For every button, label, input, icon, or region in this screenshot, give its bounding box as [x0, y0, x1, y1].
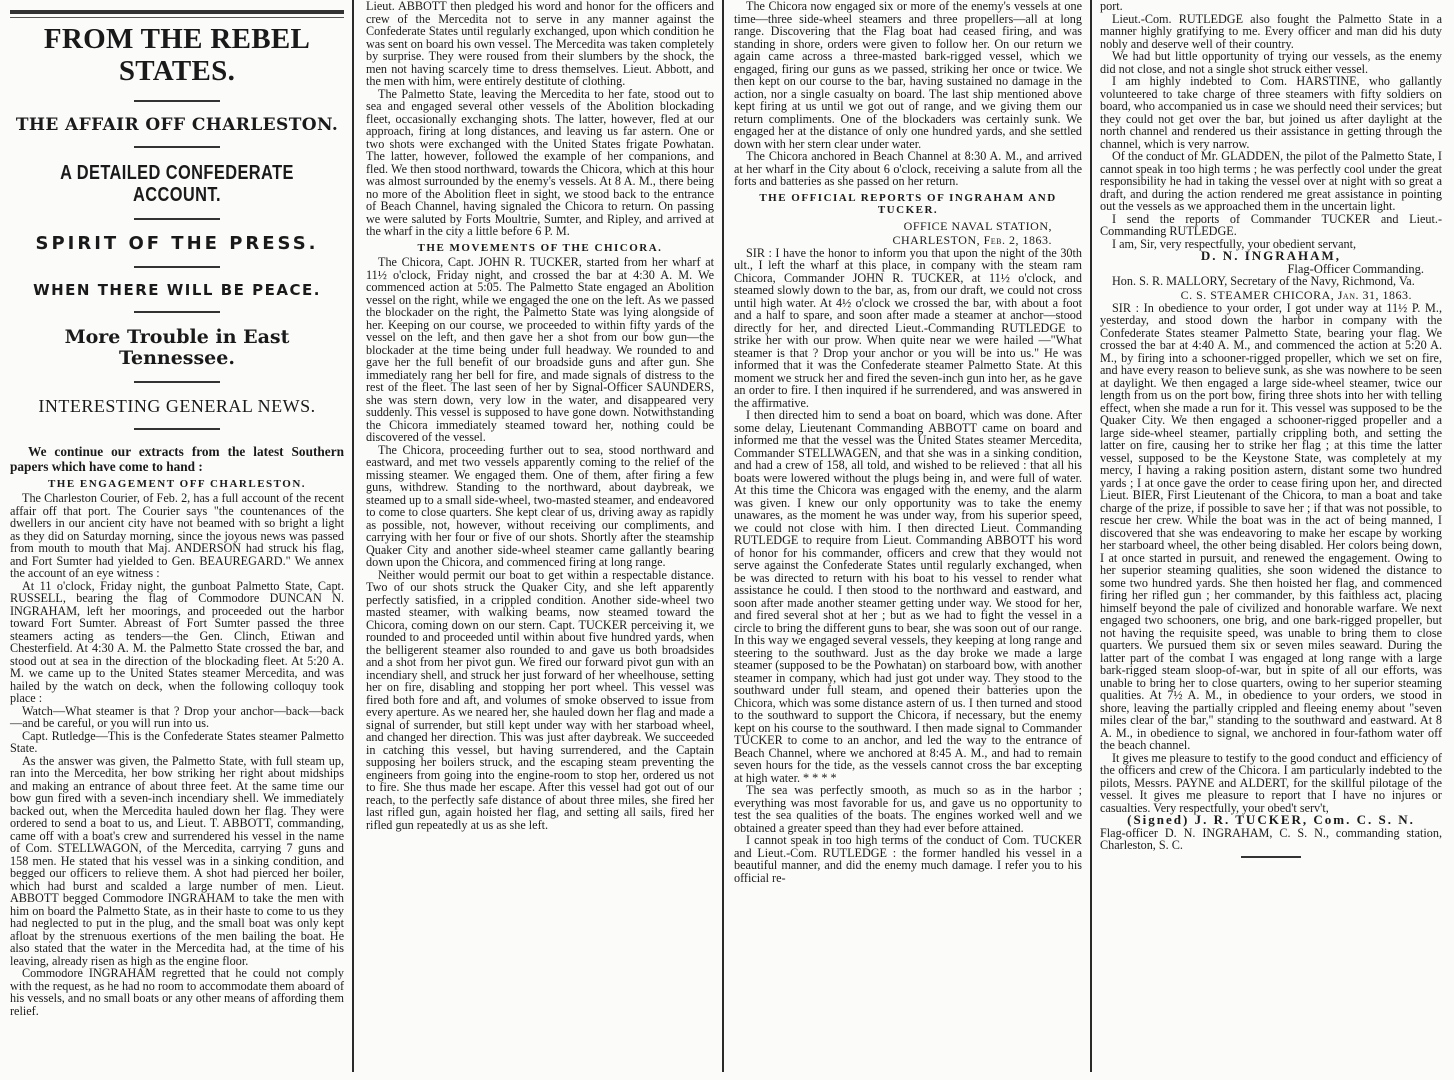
column-2	[352, 0, 722, 1072]
signature-ingraham: D. N. INGRAHAM,	[1200, 248, 1342, 263]
divider	[134, 146, 220, 148]
paragraph: Neither would permit our boat to get within a respectable distance. Two of our shots struck the Quaker City, and she left apparently perfectly satisfied, in a crippled condition. Another side-wheel two masted steamer, with walking beams, now steamed toward the Chicora, coming down on our stern. Capt. TUCKER perceiving it, we rounded to and proceeded until within about five hundred yards, when the belligerent steamer also rounded to and gave us both broadsides and a shot from her pivot gun. We fired our forward pivot gun with an incendiary shell, and struck her just forward of her wheelhouse, setting her on fire, disabling and stopping her port wheel. This vessel was fired both fore and aft, and volumes of smoke observed to issue from every aperture. As we neared her, she hauled down her flag and made a signal of surrender, but still kept under way with her starboad wheel, and changed her direction. This was just after daybreak. We succeeded in catching this vessel, but having surrendered, and the Captain supposing her boilers struck, and the escaping steam preventing the engineers from going into the engine-room to stop her, ordered us not to fire. She thus made her escape. After this vessel had got out of our reach, to the perfectly safe distance of about three miles, she fired her last rifled gun, again hoisted her flag, and setting all sails, fired her rifled gun repeatedly at us as she left.	[366, 567, 714, 832]
column-4	[1090, 0, 1454, 1072]
paragraph: As the answer was given, the Palmetto State, with full steam up, ran into the Mercedita, her bow striking her right about midships and making an entrance of about three feet. At the same time our bow gun fired with a seven-inch incendiary shell. We immediately backed out, when the Mercedita hauled down her flag. They were ordered to send a boat to us, and Lieut. T. ABBOTT, commanding, came off with a boat's crew and surrendered his vessel in the name of Com. STELLWAGON, of the Mercedita, carrying 7 guns and 158 men. He stated that his vessel was in a sinking condition, and begged our officers to relieve them. A shot had pierced her boiler, which had burst and scalded a large number of men. Lieut. ABBOTT begged Commodore INGRAHAM to take the men with him on board the Palmetto State, as in their haste to come to us they had neglected to put in the plug, and the small boat was only kept afloat by the strenuous exertions of the men bailing the boat. He also stated that the water in the Mercedita had, at the time of his leaving, already risen as high as the engine floor.	[10, 753, 344, 968]
paragraph: Lieut. ABBOTT then pledged his word and honor for the officers and crew of the Mercedita not to serve in any manner against the Confederate States until regularly exchanged, upon which condition he was sent on board his own vessel. The Mercedita was taken completely by surprise. They were roused from their slumbers by the shock, the men not having scarcely time to dress themselves. Lieut. Abbott, and the men with him, were entirely destitute of clothing.	[366, 0, 714, 88]
paragraph: The Charleston Courier, of Feb. 2, has a full account of the recent affair off that port. The Courier says "the countenances of the dwellers in our ancient city have not beamed with so bright a light as they did on Saturday morning, since the joyous news was passed from mouth to mouth that Maj. ANDERSON had struck his flag, and Fort Sumter had yielded to Gen. BEAUREGARD." We annex the account of an eye witness :	[10, 491, 344, 581]
end-rule	[1241, 856, 1301, 858]
paragraph: The Palmetto State, leaving the Mercedita to her fate, stood out to sea and engaged several other vessels of the Abolition blockading fleet, occasionally exchanging shots. The latter, however, fled at our approach, firing at long distances, and leaving us far astern. One or two shots were exchanged with the United States frigate Powhatan. The latter, however, followed the example of her companions, and fled. We then stood northward, towards the Chicora, which at this hour was almost surrounded by the enemy's vessels. At 8 A. M., there being no more of the Abolition fleet in sight, we stood back to the entrance of Beach Channel, having signaled the Chicora to return. On passing we were saluted by Forts Moultrie, Sumter, and Ripley, and arrived at the wharf in the city a little before 6 P. M.	[366, 86, 714, 238]
paragraph: I am, Sir, very respectfully, your obedient servant,	[1112, 236, 1357, 251]
paragraph: SIR : In obedience to your order, I got under way at 11½ P. M., yesterday, and stood down the harbor in company with the Confederate States steamer Palmetto State, bearing your flag. We crossed the bar at 4:40 A. M., and commenced the action at 5:20 A. M., by firing into a schooner-rigged propeller, which we set on fire, and have every reason to believe sunk, as she was nowhere to be seen at daylight. We then engaged a large side-wheel steamer, twice our length from us on the port bow, firing three shots into her with telling effect, when she made a run for it. This vessel was supposed to be the Quaker City. We then engaged a schooner-rigged propeller and a large side-wheel steamer, partially crippling both, and setting the latter on fire, causing her to strike her flag ; at this time the latter vessel, supposed to be the Keystone State, was completely at my mercy, I having a raking position astern, distant some two hundred yards ; I at once gave the order to cease firing upon her, and directed Lieut. BIER, First Lieutenant of the Chicora, to man a boat and take charge of the prize, if possible to save her ; if that was not possible, to rescue her crew. While the boat was in the act of being manned, I discovered that she was endeavoring to make her escape by working her starboard wheel, the other being disabled. Her colors being down, I at once started in pursuit, and renewed the engagement. Owing to her superior steaming qualities, she soon widened the distance to some two hundred yards. She then hoisted her flag, and commenced firing her rifled gun ; her commander, by this faithless act, placing himself beyond the pale of civilized and honorable warfare. We next engaged two schooners, one brig, and one bark-rigged propeller, but not having the requisite speed, was unable to bring them to close quarters. We pursued them six or seven miles seaward. During the latter part of the combat I was engaged at long range with a large bark-rigged steam sloop-of-war, but in spite of all our efforts, was unable to bring her to close quarters, owing to her superior steaming qualities. At 7½ A. M., in obedience to your orders, we stood in shore, leaving the partially crippled and fleeing enemy about "seven miles clear of the bar," standing to the southward and eastward. At 8 A. M., in obedience to signal, we anchored in four-fathom water off the beach channel.	[1100, 300, 1442, 752]
top-rule-thin	[10, 17, 344, 18]
paragraph: The Chicora, Capt. JOHN R. TUCKER, started from her wharf at 11½ o'clock, Friday night, and crossed the bar at 4:30 A. M. We commenced action at 5:05. The Palmetto State engaged an Abolition vessel on the right, while we engaged the one on the left. As we passed the blockader on the right, the Palmetto State was lying alongside of her. Keeping on our course, we proceeded to within fifty yards of the vessel on the left, and then gave her a shot from our bow gun—the blockader at the time being under full headway. We rounded to and gave her the full benefit of our broadside guns and after gun. She immediately rang her bell for fire, and made signals of distress to the rest of the fleet. The last seen of her by Signal-Officer SAUNDERS, she was stern down, very low in the water, and disappeared very suddenly. This vessel is supposed to have gone down. Notwithstanding the Chicora immediately steamed toward her, nothing could be discovered of the vessel.	[366, 255, 714, 444]
paragraph: Commodore INGRAHAM regretted that he could not comply with the request, as he had no room to accommodate them aboard of his vessels, and no small boats or any other means of affording them relief.	[10, 966, 344, 1018]
addressee: Hon. S. R. MALLORY, Secretary of the Navy, Richmond, Va.	[1112, 274, 1415, 288]
paragraph: At 11 o'clock, Friday night, the gunboat Palmetto State, Capt. RUSSELL, bearing the flag of Commodore DUNCAN N. INGRAHAM, left her moorings, and proceeded out the harbor toward Fort Sumter. Abreast of Fort Sumter passed the three steamers acting as tenders—the Gen. Clinch, Etiwan and Chesterfield. At 4:30 A. M. the Palmetto State crossed the bar, and stood out at sea in the direction of the blockading fleet. At 5:20 A. M. we came up to the United States steamer Mercedita, and was hailed by the watch on deck, when the following colloquy took place :	[10, 578, 344, 706]
signature-tucker: (Signed) J. R. TUCKER, Com. C. S. N.	[1127, 812, 1415, 827]
main-headline: FROM THE REBEL STATES.	[43, 23, 311, 87]
divider	[134, 311, 220, 313]
paragraph: It gives me pleasure to testify to the good conduct and efficiency of the officers and crew of the Chicora. I am particularly indebted to the pilots, Messrs. PAYNE and ALDERT, for the skillful pilotage of the vessel. It gives me pleasure to report that I have no injures or casualties. Very respectfully, your obed't serv't,	[1100, 750, 1442, 815]
article-body-col1	[10, 492, 344, 1017]
paragraph: We had but little opportunity of trying our vessels, as the enemy did not close, and not a single shot struck either vessel.	[1100, 49, 1442, 76]
paragraph: I cannot speak in too high terms of the conduct of Com. TUCKER and Lieut.-Com. RUTLEDGE : the former handled his vessel in a beautiful manner, and did the enemy much damage. I refer you to his official re-	[734, 833, 1082, 885]
signature-title: Flag-Officer Commanding.	[1287, 261, 1424, 276]
article-body-col3	[734, 0, 1082, 884]
deck-headline-1: THE AFFAIR OFF CHARLESTON.	[15, 114, 339, 135]
article-body-col2	[366, 0, 714, 831]
dateline-line-2: CHARLESTON, Feb. 2, 1863.	[892, 232, 1052, 247]
paragraph: The Chicora, proceeding further out to sea, stood northward and eastward, and met two vessels apparently coming to the relief of the missing steamer. We engaged them. One of them, after firing a few guns, withdrew. Standing to the northward, about daybreak, we steamed up to a small side-wheel, two-masted steamer, and endeavored to come to close quarters. She kept clear of us, driving away as rapidly as possible, not, however, without receiving our compliments, and carrying with her four or five of our shots. Shortly after the steamship Quaker City and another side-wheel steamer came gallantly bearing down upon the Chicora, and commenced firing at long range.	[366, 442, 714, 569]
paragraph: I then directed him to send a boat on board, which was done. After some delay, Lieutenant Commanding ABBOTT came on board and informed me that the vessel was the United States steamer Mercedita, Commander STELLWAGEN, and that she was in a sinking condition, and had a crew of 158, all told, and wished to be relieved : that all his boats were lowered without the plugs being in, and were full of water. At this time the Chicora was engaged with the enemy, and the alarm was given. I knew our only opportunity was to take the enemy unawares, as the moment he was under way, from his superior speed, we could not close with him. I then directed Lieut. Commanding RUTLEDGE to require from Lieut. Commanding ABBOTT his word of honor for his commander, officers and crew that they would not serve against the Confederate States until regularly exchanged, when be was directed to return with his boat to his vessel to render what assistance he could. I then stood to the northward and eastward, and soon after made another steamer getting under way. We stood for her, and fired several shot at her ; but as we had to fight the vessel in a circle to bring the different guns to bear, she was soon out of our range. In this way we engaged several vessels, they keeping at long range and steering to the southward. Just as the day broke we made a large steamer (supposed to be the Powhatan) on starboard bow, with another steamer in company, which had just got under way. They stood to the southward under full steam, and opened their batteries upon the Chicora, which was some distance astern of us. I then turned and stood to the southward to support the Chicora, if necessary, but the enemy kept on his course to the southward. I then made signal to Commander TUCKER to come to an anchor, and led the way to the entrance of Beach Channel, where we anchored at 8:45 A. M., and had to remain seven hours for the tide, as the vessels cannot cross the bar excepting at high water. * * * *	[734, 408, 1082, 785]
column-3	[722, 0, 1090, 1072]
divider	[134, 100, 220, 102]
paragraph: I am highly indebted to Com. HARSTINE, who gallantly volunteered to take charge of three steamers with fifty soldiers on board, who accompanied us in case we should need their services; but they could not get over the bar, but joined us after daylight at the north channel and rendered us their assistance in getting through the channel, which is very narrow.	[1100, 74, 1442, 151]
paragraph: Capt. Rutledge—This is the Confederate States steamer Palmetto State.	[10, 728, 344, 756]
paragraph: Of the conduct of Mr. GLADDEN, the pilot of the Palmetto State, I cannot speak in too high terms ; he was perfectly cool under the great responsibility he had in taking the vessel over at night with so great a draft, and during the action rendered me great assistance in pointing out the vessels as we approached them in the uncertain light.	[1100, 149, 1442, 213]
section-title-chicora: THE MOVEMENTS OF THE CHICORA.	[417, 241, 663, 254]
deck-headline-3: SPIRIT OF THE PRESS.	[35, 233, 319, 255]
intro-paragraph: We continue our extracts from the latest Southern papers which have come to hand :	[10, 444, 344, 475]
article-body-col4	[1100, 0, 1442, 858]
paragraph: The Chicora anchored in Beach Channel at 8:30 A. M., and arrived at her wharf in the City about 6 o'clock, receiving a salute from all the forts and batteries as she passed on her return.	[734, 149, 1082, 188]
closing-address: Flag-officer D. N. INGRAHAM, C. S. N., commanding station, Charleston, S. C.	[1100, 825, 1442, 852]
column-1	[0, 0, 352, 1080]
dateline-chicora: C. S. STEAMER CHICORA, Jan. 31, 1863.	[1180, 287, 1412, 302]
divider	[134, 381, 220, 383]
section-title-engagement: THE ENGAGEMENT OFF CHARLESTON.	[47, 478, 307, 491]
paragraph: The Chicora now engaged six or more of the enemy's vessels at one time—three side-wheel steamers and three propellers—all at long range. Discovering that the Flag boat had ceased firing, and was standing in shore, orders were given to follow her. On our return we again came across a three-masted bark-rigged vessel, which we engaged, firing our guns as we passed, striking her once or twice. We then kept on our course to the bar, having sustained no damage in the action, nor a single casualty on board. The last ship mentioned above kept firing at us until we got out of range, and we giving them our return compliments. One of the blockaders was certainly sunk. We engaged her at the distance of only one hundred yards, and she settled down with her stern clear under water.	[734, 0, 1082, 151]
deck-headline-2: A DETAILED CONFEDERATE ACCOUNT.	[60, 162, 294, 207]
divider	[134, 428, 220, 430]
divider	[134, 266, 220, 268]
top-rule	[10, 10, 344, 14]
paragraph: The sea was perfectly smooth, as much so as in the harbor ; everything was most favorable for us, and gave us no opportunity to test the sea qualities of the boats. The engines worked well and we obtained a greater speed than they had ever before attained.	[734, 783, 1082, 835]
deck-headline-4: WHEN THERE WILL BE PEACE.	[33, 281, 321, 300]
paragraph: Watch—What steamer is that ? Drop your anchor—back—back—and be careful, or you will run into us.	[10, 703, 344, 731]
divider	[134, 218, 220, 220]
paragraph: Lieut.-Com. RUTLEDGE also fought the Palmetto State in a manner highly gratifying to me. Every officer and man did his duty nobly and deserve well of their country.	[1100, 11, 1442, 51]
paragraph: I send the reports of Commander TUCKER and Lieut.-Commanding RUTLEDGE.	[1100, 211, 1442, 238]
dateline-line-1: OFFICE NAVAL STATION,	[903, 218, 1052, 233]
deck-headline-5: More Trouble in East Tennessee.	[64, 325, 290, 369]
paragraph: SIR : I have the honor to inform you that upon the night of the 30th ult., I left the wharf at this place, in company with the steam ram Chicora, Commander JOHN R. TUCKER, at 11½ o'clock, and steamed slowly down to the bar, as, from our draft, we could not cross until high water. At 4½ o'clock we crossed the bar, with about a foot and a half to spare, and soon after made a steamer at anchor—stood directly for her, and directed Lieut.-Commanding RUTLEDGE to strike her with our prow. When quite near we were hailed —"What steamer is that ? Drop your anchor or you will be into us." He was informed that it was the Confederate steamer Palmetto State. At this moment we struck her and fired the seven-inch gun into her, as he gave an order to fire. I then inquired if he surrendered, and was answered in the affirmative.	[734, 245, 1082, 410]
deck-headline-6: INTERESTING GENERAL NEWS.	[38, 395, 316, 416]
section-title-reports: THE OFFICIAL REPORTS OF INGRAHAM AND TUCKER.	[759, 191, 1057, 216]
paragraph: port.	[1100, 0, 1123, 13]
